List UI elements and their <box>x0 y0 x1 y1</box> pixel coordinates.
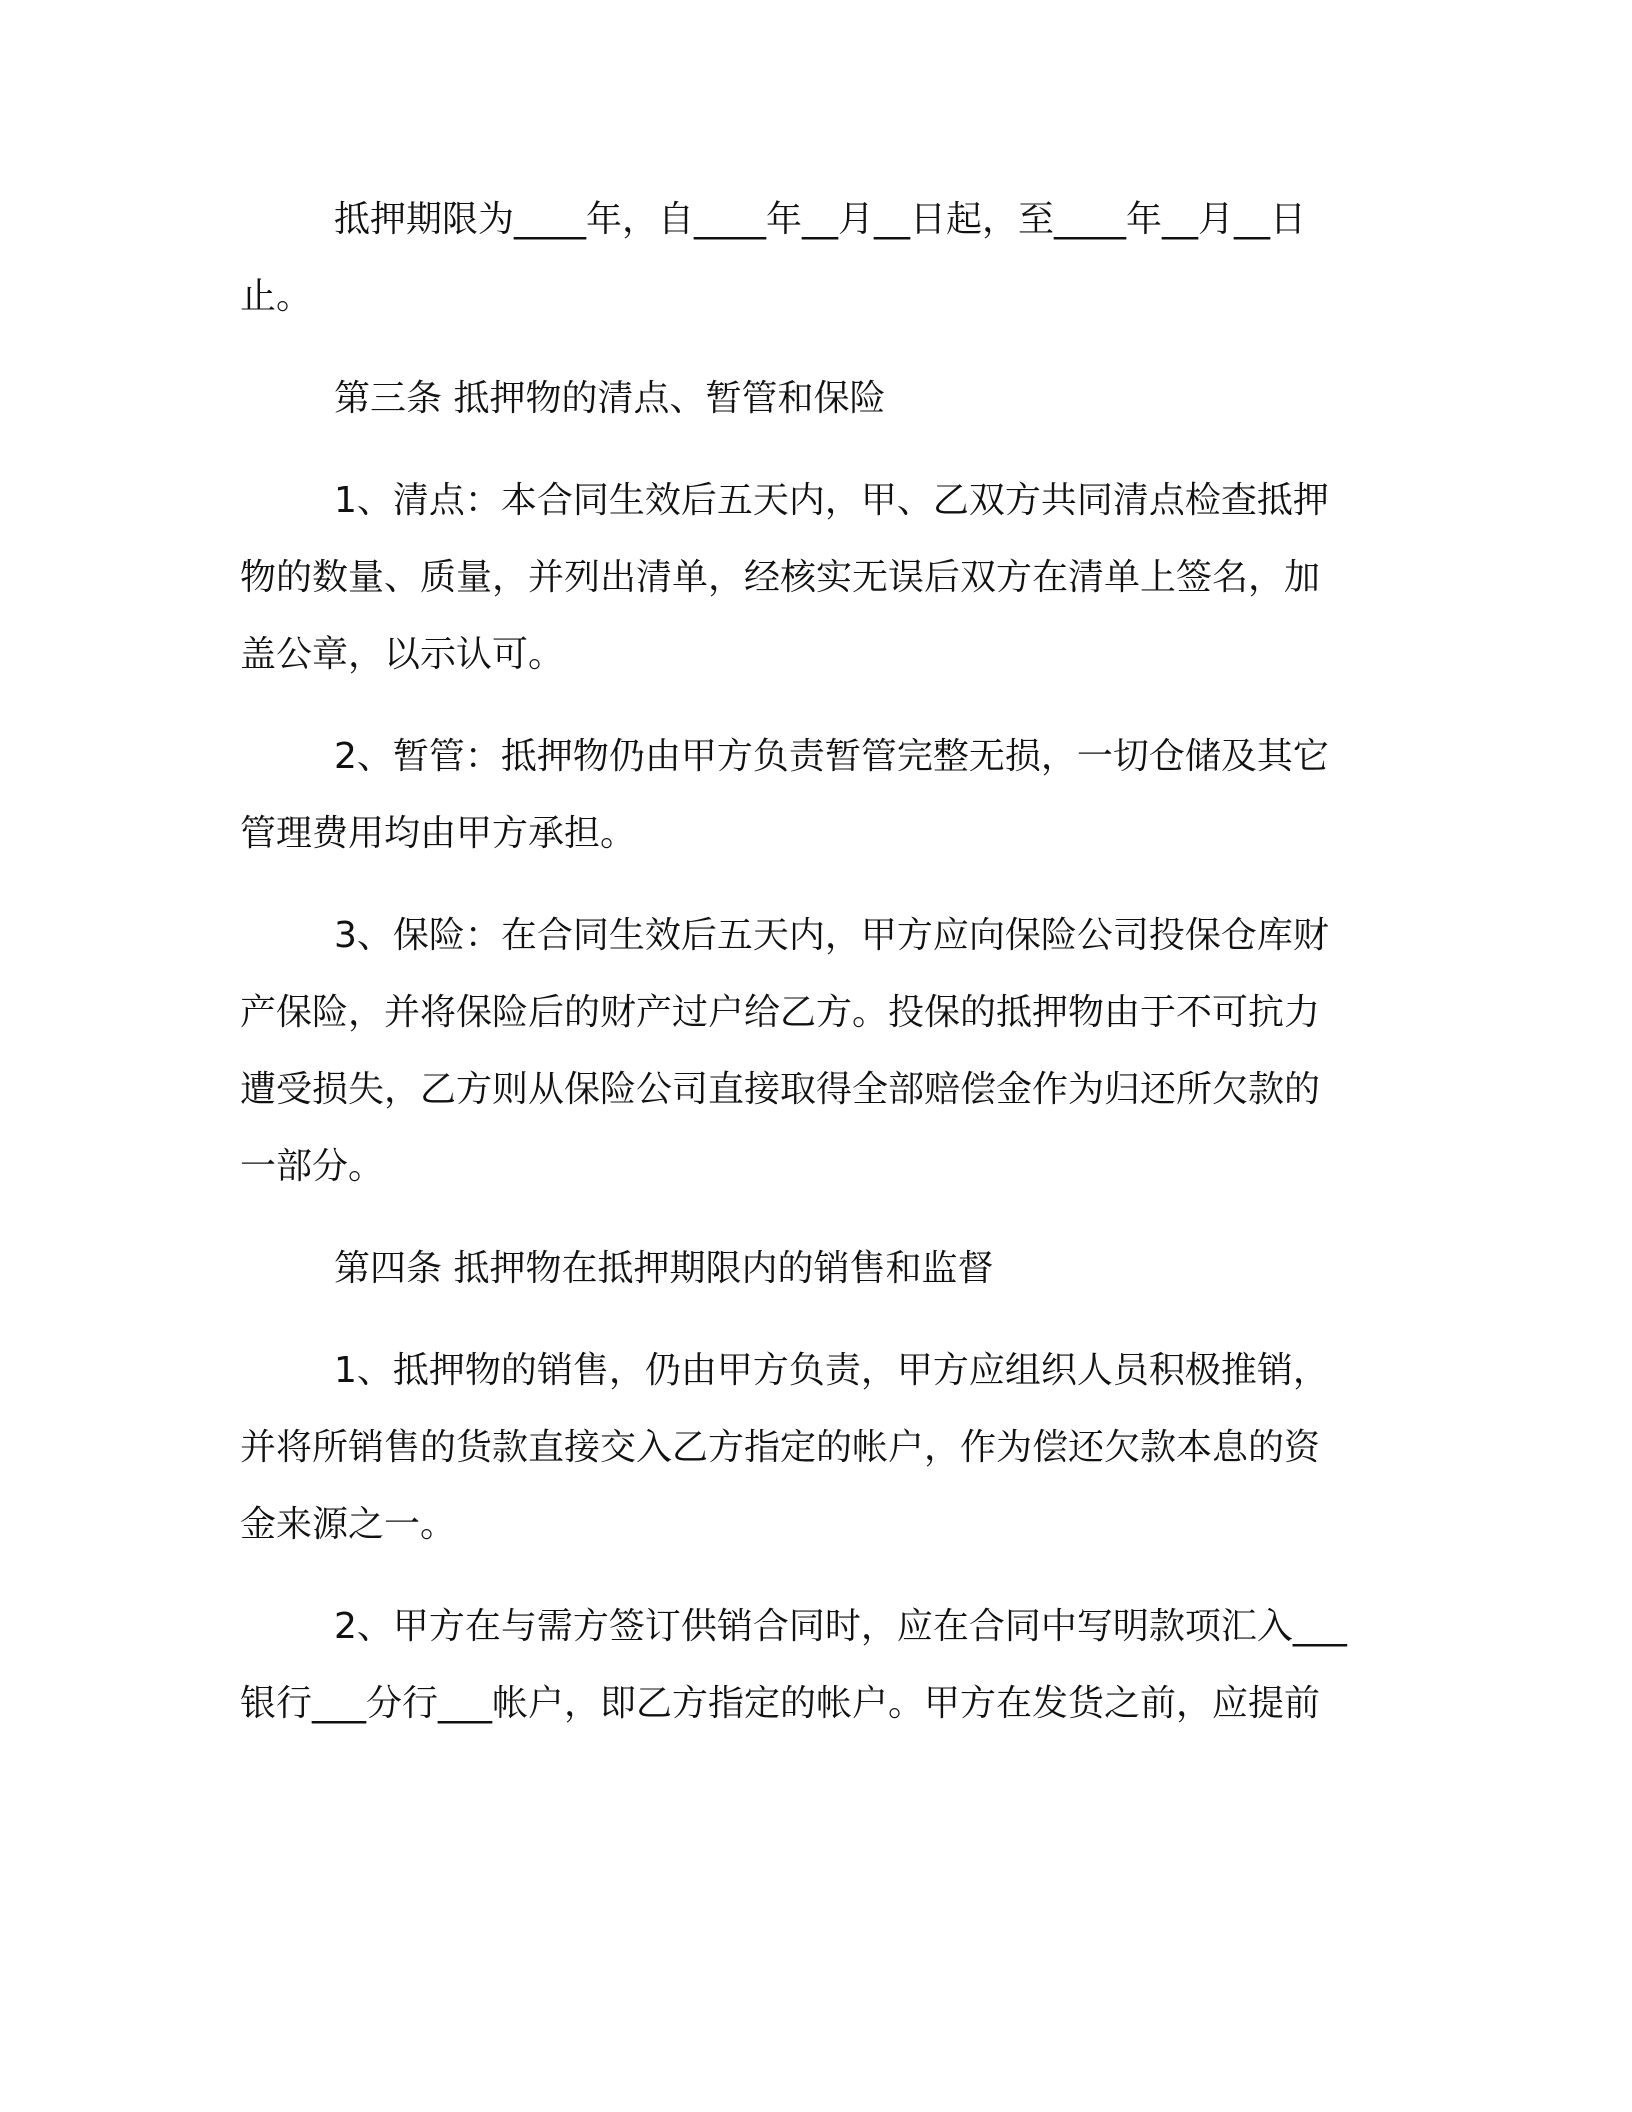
clause-3-3-line-4: 一部分。 <box>240 1146 385 1187</box>
clause-3-2-line-2: 管理费用均由甲方承担。 <box>240 813 637 854</box>
clause-3-1-line-1: 1、清点：本合同生效后五天内，甲、乙双方共同清点检查抵押 <box>334 480 1329 521</box>
article-4-heading: 第四条 抵押物在抵押期限内的销售和监督 <box>334 1248 994 1289</box>
term-period-line-end: 止。 <box>240 276 313 317</box>
clause-3-3-line-2: 产保险，并将保险后的财产过户给乙方。投保的抵押物由于不可抗力 <box>240 992 1321 1033</box>
article-3-heading: 第三条 抵押物的清点、暂管和保险 <box>334 378 886 419</box>
clause-3-1-line-2: 物的数量、质量，并列出清单，经核实无误后双方在清单上签名，加 <box>240 557 1321 598</box>
clause-4-2-line-1: 2、甲方在与需方签订供销合同时，应在合同中写明款项汇入___ <box>334 1606 1347 1647</box>
clause-4-1-line-1: 1、抵押物的销售，仍由甲方负责，甲方应组织人员积极推销， <box>334 1350 1329 1391</box>
clause-4-1-line-2: 并将所销售的货款直接交入乙方指定的帐户，作为偿还欠款本息的资 <box>240 1427 1321 1468</box>
clause-3-3-line-3: 遭受损失，乙方则从保险公司直接取得全部赔偿金作为归还所欠款的 <box>240 1069 1321 1110</box>
term-period-line: 抵押期限为____年，自____年__月__日起，至____年__月__日 <box>334 199 1307 240</box>
clause-3-3-line-1: 3、保险：在合同生效后五天内，甲方应向保险公司投保仓库财 <box>334 915 1329 956</box>
clause-3-2-line-1: 2、暂管：抵押物仍由甲方负责暂管完整无损，一切仓储及其它 <box>334 736 1329 777</box>
clause-4-2-line-2: 银行___分行___帐户，即乙方指定的帐户。甲方在发货之前，应提前 <box>240 1683 1321 1724</box>
clause-3-1-line-3: 盖公章，以示认可。 <box>240 634 565 675</box>
clause-4-1-line-3: 金来源之一。 <box>240 1504 457 1545</box>
